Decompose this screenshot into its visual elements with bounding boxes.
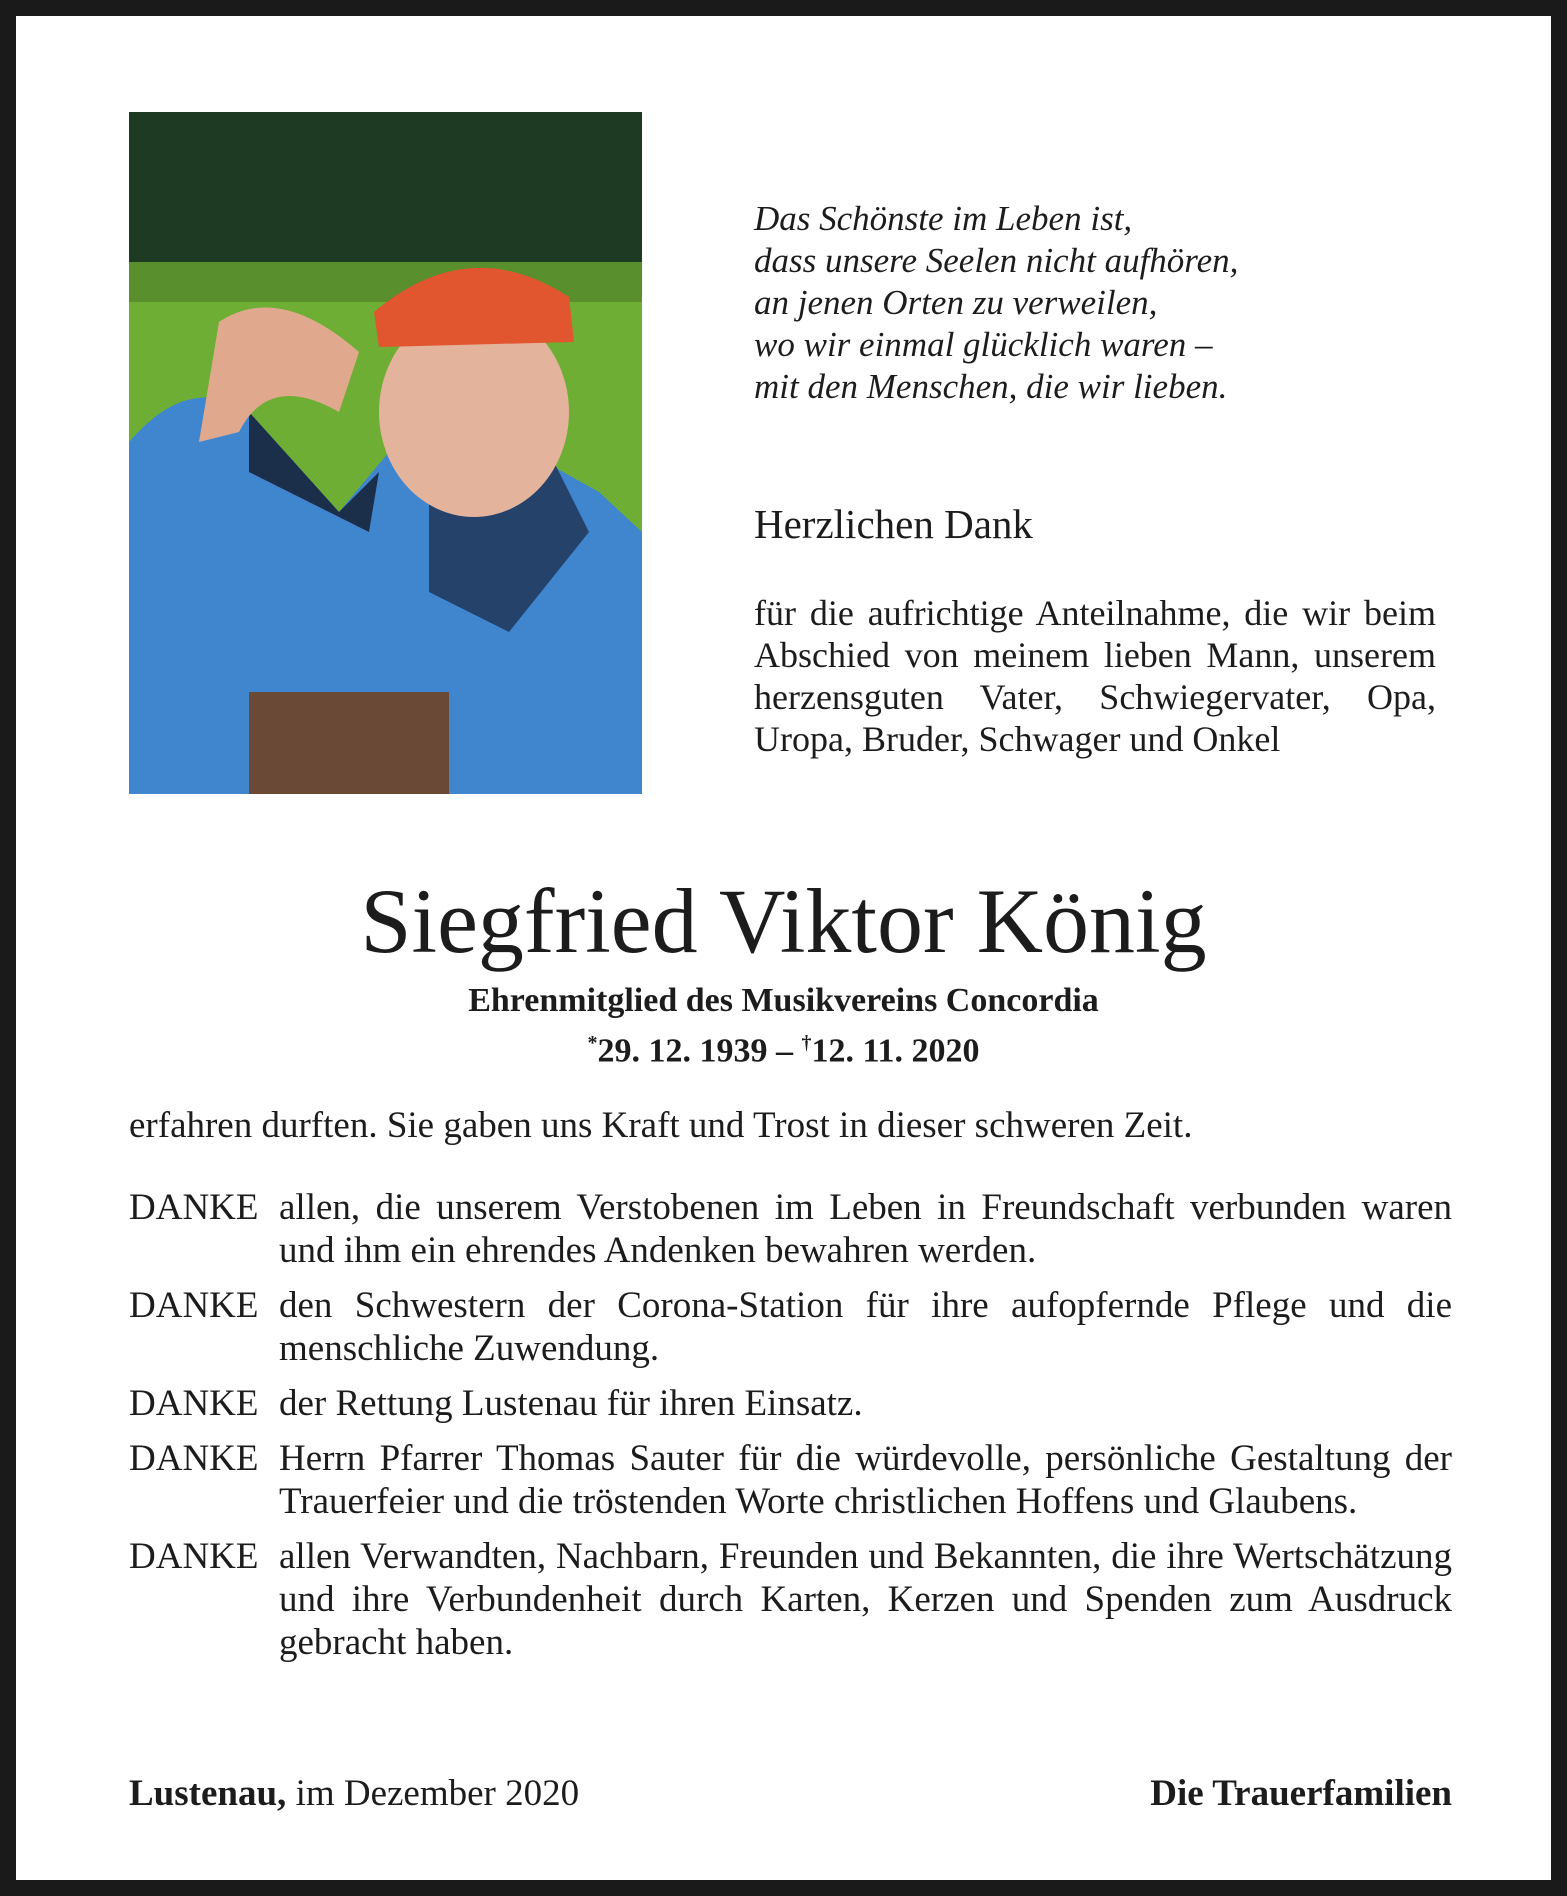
- danke-text: den Schwestern der Corona-Station für ihre aufopfernde Pflege und die menschliche Zuwendung.: [279, 1285, 1452, 1369]
- poem-line: mit den Menschen, die wir lieben.: [754, 367, 1228, 406]
- danke-list: [129, 1186, 1452, 1676]
- danke-keyword: DANKE: [129, 1536, 259, 1577]
- danke-item: [129, 1437, 1452, 1523]
- danke-keyword: DANKE: [129, 1383, 259, 1424]
- obituary-notice: [16, 16, 1551, 1880]
- footer: [129, 1772, 1452, 1815]
- danke-item: [129, 1382, 1452, 1425]
- danke-item: [129, 1535, 1452, 1664]
- birth-date: 29. 12. 1939 –: [597, 1032, 793, 1070]
- subtitle: Ehrenmitglied des Musikvereins Concordia: [468, 982, 1099, 1019]
- place-date: [129, 1772, 579, 1815]
- danke-keyword: DANKE: [129, 1285, 259, 1326]
- poem-line: Das Schönste im Leben ist,: [754, 199, 1133, 238]
- danke-text: Herrn Pfarrer Thomas Sauter für die würdevolle, persönliche Gestaltung der Trauerfeier und die tröstenden Worte christlichen Hoffens und Glaubens.: [279, 1438, 1452, 1522]
- danke-keyword: DANKE: [129, 1187, 259, 1228]
- life-dates: [16, 1022, 1551, 1072]
- danke-text: allen, die unserem Verstobenen im Leben in Freundschaft verbunden waren und ihm ein ehrendes Andenken bewahren werden.: [279, 1187, 1452, 1271]
- death-symbol: †: [801, 1032, 812, 1054]
- birth-symbol: *: [587, 1032, 598, 1054]
- danke-text: der Rettung Lustenau für ihren Einsatz.: [279, 1383, 863, 1424]
- danke-text: allen Verwandten, Nachbarn, Freunden und Bekannten, die ihre Wertschätzung und ihre Verbundenheit durch Karten, Kerzen und Spenden zum Ausdruck gebracht haben.: [279, 1536, 1452, 1663]
- date: im Dezember 2020: [286, 1773, 580, 1814]
- poem-line: wo wir einmal glücklich waren –: [754, 325, 1213, 364]
- intro-text: für die aufrichtige Anteilnahme, die wir beim Abschied von meinem lieben Mann, unserem herzensguten Vater, Schwiegervater, Opa, Uropa, Bruder, Schwager und Onkel: [754, 593, 1436, 759]
- deceased-name: Siegfried Viktor König: [360, 870, 1207, 972]
- poem-line: dass unsere Seelen nicht aufhören,: [754, 241, 1239, 280]
- place: Lustenau,: [129, 1773, 287, 1814]
- continuation-text: erfahren durften. Sie gaben uns Kraft und Trost in dieser schweren Zeit.: [129, 1105, 1193, 1146]
- thanks-heading: Herzlichen Dank: [754, 501, 1033, 547]
- danke-item: [129, 1186, 1452, 1272]
- danke-keyword: DANKE: [129, 1438, 259, 1479]
- signature: Die Trauerfamilien: [1150, 1773, 1452, 1814]
- poem-line: an jenen Orten zu verweilen,: [754, 283, 1158, 322]
- danke-item: [129, 1284, 1452, 1370]
- poem: [754, 198, 1238, 408]
- portrait-photo: [129, 112, 642, 794]
- death-date: 12. 11. 2020: [811, 1032, 980, 1070]
